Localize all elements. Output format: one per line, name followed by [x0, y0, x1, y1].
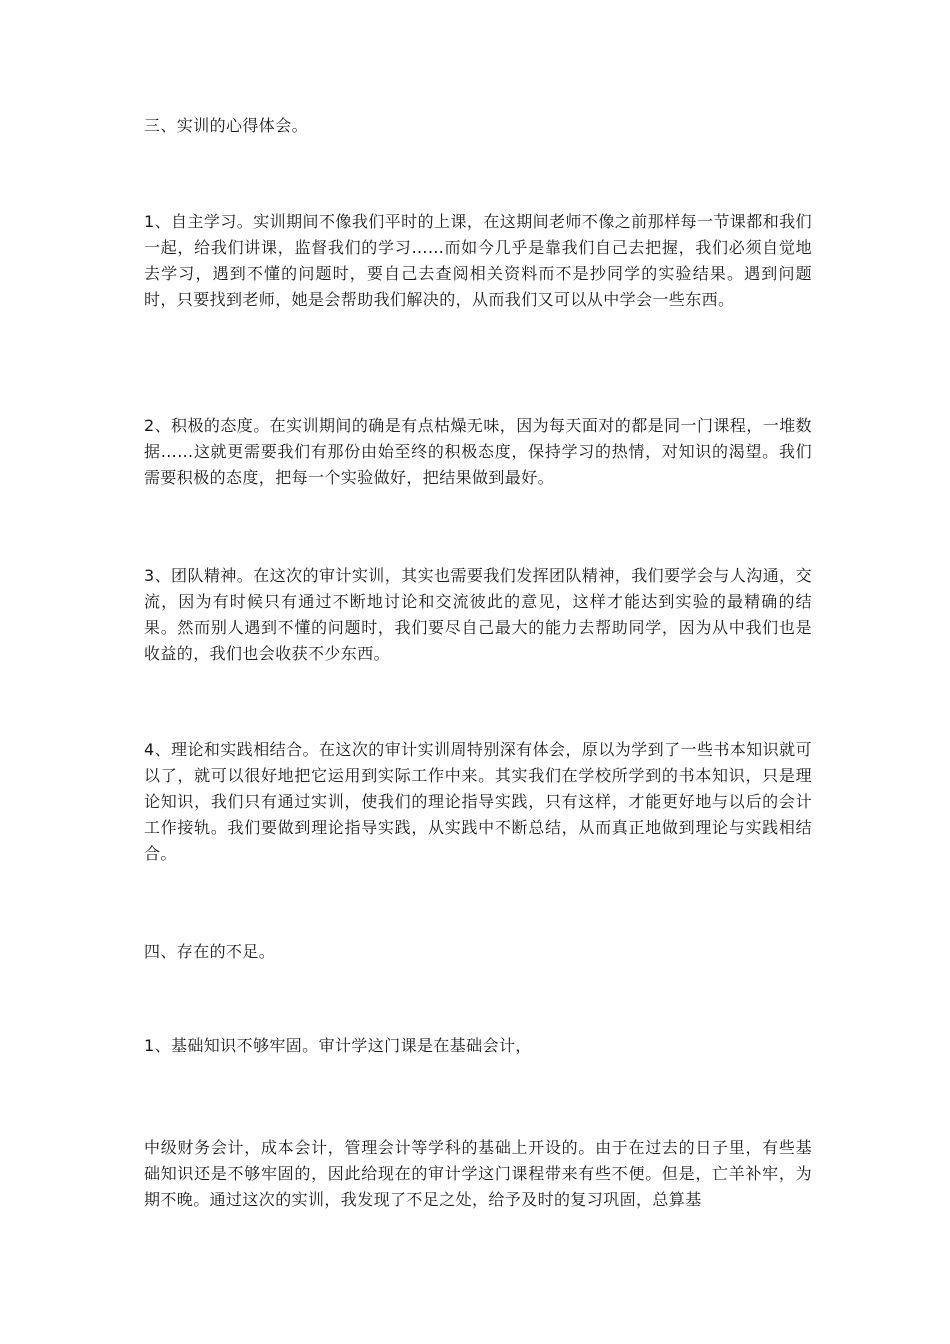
section-heading-shortcomings: 四、存在的不足。 [144, 942, 276, 961]
paragraph-theory-practice: 4、理论和实践相结合。在这次的审计实训周特别深有体会，原以为学到了一些书本知识就可以了，就可以很好地把它运用到实际工作中来。其实我们在学校所学到的书本知识，只是理论知识，我们只有通过实训，使我们的理论指导实践，只有这样，才能更好地与以后的会计工作接轨。我们要做到理论指导实践，从实践中不断总结，从而真正地做到理论与实践相结合。 [144, 740, 812, 863]
paragraph-self-study: 1、自主学习。实训期间不像我们平时的上课，在这期间老师不像之前那样每一节课都和我们一起，给我们讲课，监督我们的学习……而如今几乎是靠我们自己去把握，我们必须自觉地去学习，遇到不懂的问题时，要自己去查阅相关资料而不是抄同学的实验结果。遇到问题时，只要找到老师，她是会帮助我们解决的，从而我们又可以从中学会一些东西。 [144, 212, 812, 309]
paragraph-positive-attitude: 2、积极的态度。在实训期间的确是有点枯燥无味，因为每天面对的都是同一门课程，一堆数据……这就更需要我们有那份由始至终的积极态度，保持学习的热情，对知识的渴望。我们需要积极的态度，把每一个实验做好，把结果做到最好。 [144, 416, 812, 487]
paragraph-weak-foundation-continued: 中级财务会计，成本会计，管理会计等学科的基础上开设的。由于在过去的日子里，有些基础知识还是不够牢固的，因此给现在的审计学这门课程带来有些不便。但是，亡羊补牢，为期不晚。通过这次的实训，我发现了不足之处，给予及时的复习巩固，总算基 [144, 1138, 812, 1209]
paragraph-weak-foundation: 1、基础知识不够牢固。审计学这门课是在基础会计， [144, 1036, 532, 1055]
section-heading-reflections: 三、实训的心得体会。 [144, 116, 309, 135]
paragraph-team-spirit: 3、团队精神。在这次的审计实训，其实也需要我们发挥团队精神，我们要学会与人沟通，交流，因为有时候只有通过不断地讨论和交流彼此的意见，这样才能达到实验的最精确的结果。然而别人遇到不懂的问题时，我们要尽自己最大的能力去帮助同学，因为从中我们也是收益的，我们也会收获不少东西。 [144, 566, 812, 663]
